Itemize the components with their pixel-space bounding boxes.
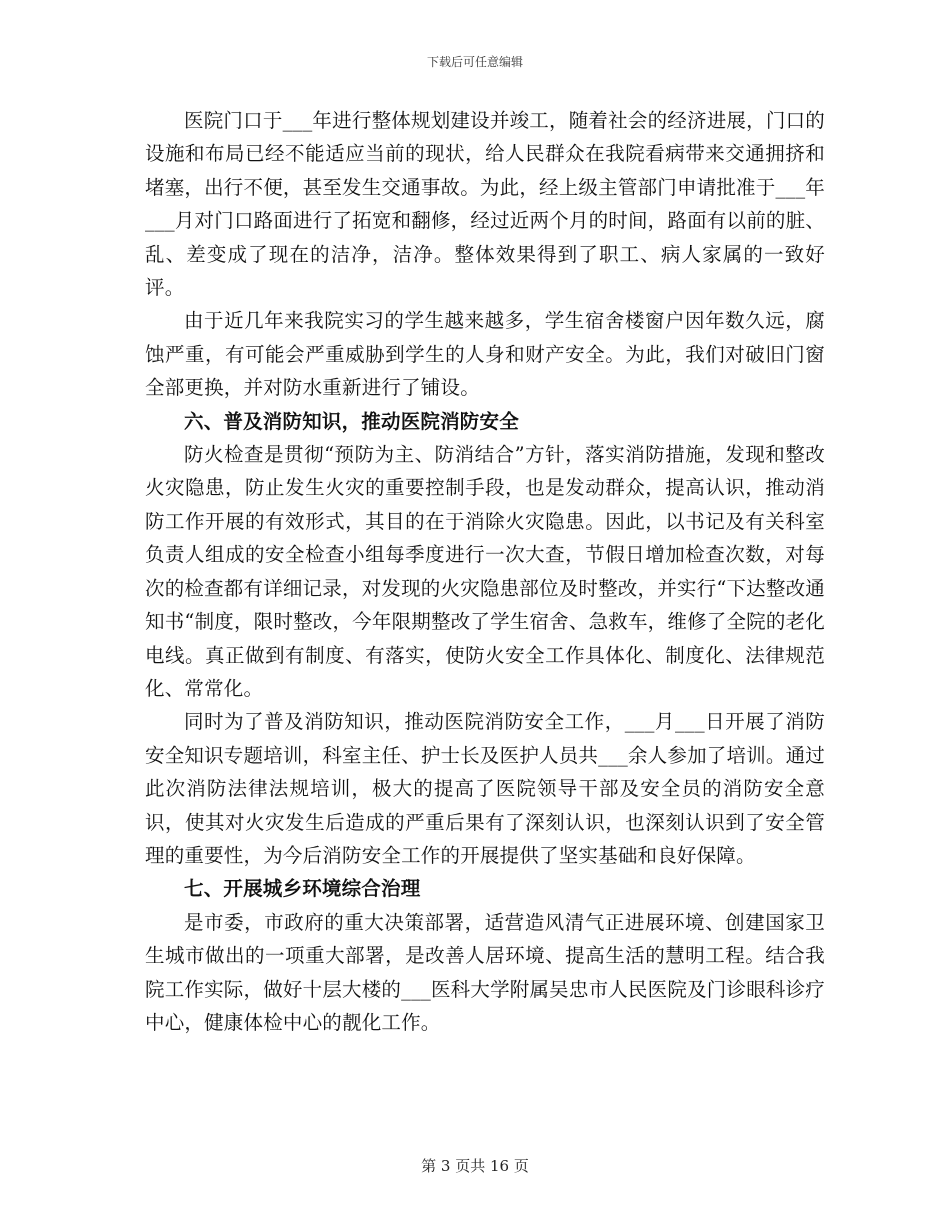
paragraph-gate-renovation: 医院门口于___年进行整体规划建设并竣工，随着社会的经济进展，门口的设施和布局已经不能适应当前的现状，给人民群众在我院看病带来交通拥挤和堵塞，出行不便，甚至发生交通事故。为此，经上级主管部门申请批准于___年___月对门口路面进行了拓宽和翻修，经过近两个月的时间，路面有以前的脏、乱、差变成了现在的洁净，洁净。整体效果得到了职工、病人家属的一致好评。	[145, 109, 825, 300]
paragraph-dormitory-windows: 由于近几年来我院实习的学生越来越多，学生宿舍楼窗户因年数久远，腐蚀严重，有可能会严重威胁到学生的人身和财产安全。为此，我们对破旧门窗全部更换，并对防水重新进行了铺设。	[145, 309, 825, 400]
paragraph-fire-training: 同时为了普及消防知识，推动医院消防安全工作，___月___日开展了消防安全知识专题培训，科室主任、护士长及医护人员共___余人参加了培训。通过此次消防法律法规培训，极大的提高了医院领导干部及安全员的消防安全意识，使其对火灾发生后造成的严重后果有了深刻认识，也深刻认识到了安全管理的重要性，为今后消防安全工作的开展提供了坚实基础和良好保障。	[145, 710, 825, 867]
page-number: 第 3 页共 16 页	[421, 1157, 529, 1175]
document-body	[145, 104, 825, 1039]
paragraph-fire-inspection: 防火检查是贯彻“预防为主、防消结合”方针，落实消防措施，发现和整改火灾隐患，防止发生火灾的重要控制手段，也是发动群众，提高认识，推动消防工作开展的有效形式，其目的在于消除火灾隐患。因此，以书记及有关科室负责人组成的安全检查小组每季度进行一次大查，节假日增加检查次数，对每次的检查都有详细记录，对发现的火灾隐患部位及时整改，并实行“下达整改通知书“制度，限时整改，今年限期整改了学生宿舍、急救车，维修了全院的老化电线。真正做到有制度、有落实，使防火安全工作具体化、制度化、法律规范化、常常化。	[145, 443, 825, 700]
section-heading-environment: 七、开展城乡环境综合治理	[184, 877, 421, 901]
section-heading-fire-safety: 六、普及消防知识，推动医院消防安全	[184, 409, 519, 433]
paragraph-environment: 是市委，市政府的重大决策部署，适营造风清气正进展环境、创建国家卫生城市做出的一项重大部署，是改善人居环境、提高生活的慧明工程。结合我院工作实际，做好十层大楼的___医科大学附属吴忠市人民医院及门诊眼科诊疗中心，健康体检中心的靓化工作。	[145, 910, 825, 1034]
header-note: 下载后可任意编辑	[426, 55, 523, 69]
